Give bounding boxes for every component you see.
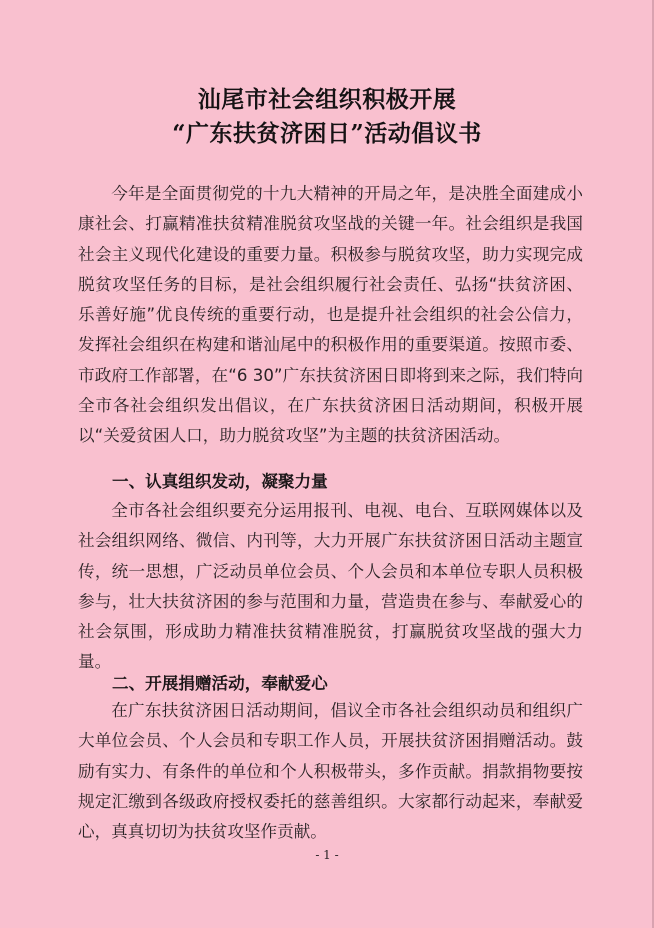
page-number: - 1 - <box>315 848 339 862</box>
section-paragraph-2: 在广东扶贫济困日活动期间，倡议全市各社会组织动员和组织广大单位会员、个人会员和专职工作人员，开展扶贫济困捐赠活动。鼓励有实力、有条件的单位和个人积极带头，多作贡献。捐款捐物要按规定汇缴到各级政府授权委托的慈善组织。大家都行动起来，奉献爱心，真真切切为扶贫攻坚作贡献。 <box>78 701 583 841</box>
document-title-line2: “广东扶贫济困日”活动倡议书 <box>172 120 482 147</box>
intro-paragraph: 今年是全面贯彻党的十九大精神的开局之年，是决胜全面建成小康社会、打赢精准扶贫精准脱贫攻坚战的关键一年。社会组织是我国社会主义现代化建设的重要力量。积极参与脱贫攻坚，助力实现完成脱贫攻坚任务的目标，是社会组织履行社会责任、弘扬“扶贫济困、乐善好施”优良传统的重要行动，也是提升社会组织的社会公信力，发挥社会组织在构建和谐汕尾中的积极作用的重要渠道。按照市委、市政府工作部署，在“6 30”广东扶贫济困日即将到来之际，我们特向全市各社会组织发出倡议，在广东扶贫济困日活动期间，积极开展以“关爱贫困人口，助力脱贫攻坚”为主题的扶贫济困活动。 <box>78 184 583 445</box>
section-paragraph-1: 全市各社会组织要充分运用报刊、电视、电台、互联网媒体以及社会组织网络、微信、内刊等，大力开展广东扶贫济困日活动主题宣传，统一思想，广泛动员单位会员、个人会员和本单位专职人员积极参与，壮大扶贫济困的参与范围和力量，营造贵在参与、奉献爱心的社会氛围，形成助力精准扶贫精准脱贫，打赢脱贫攻坚战的强大力量。 <box>78 501 583 672</box>
section-heading-2: 二、开展捐赠活动，奉献爱心 <box>112 674 328 693</box>
section-heading-1: 一、认真组织发动，凝聚力量 <box>112 472 328 491</box>
document-title-line1: 汕尾市社会组织积极开展 <box>197 86 457 113</box>
